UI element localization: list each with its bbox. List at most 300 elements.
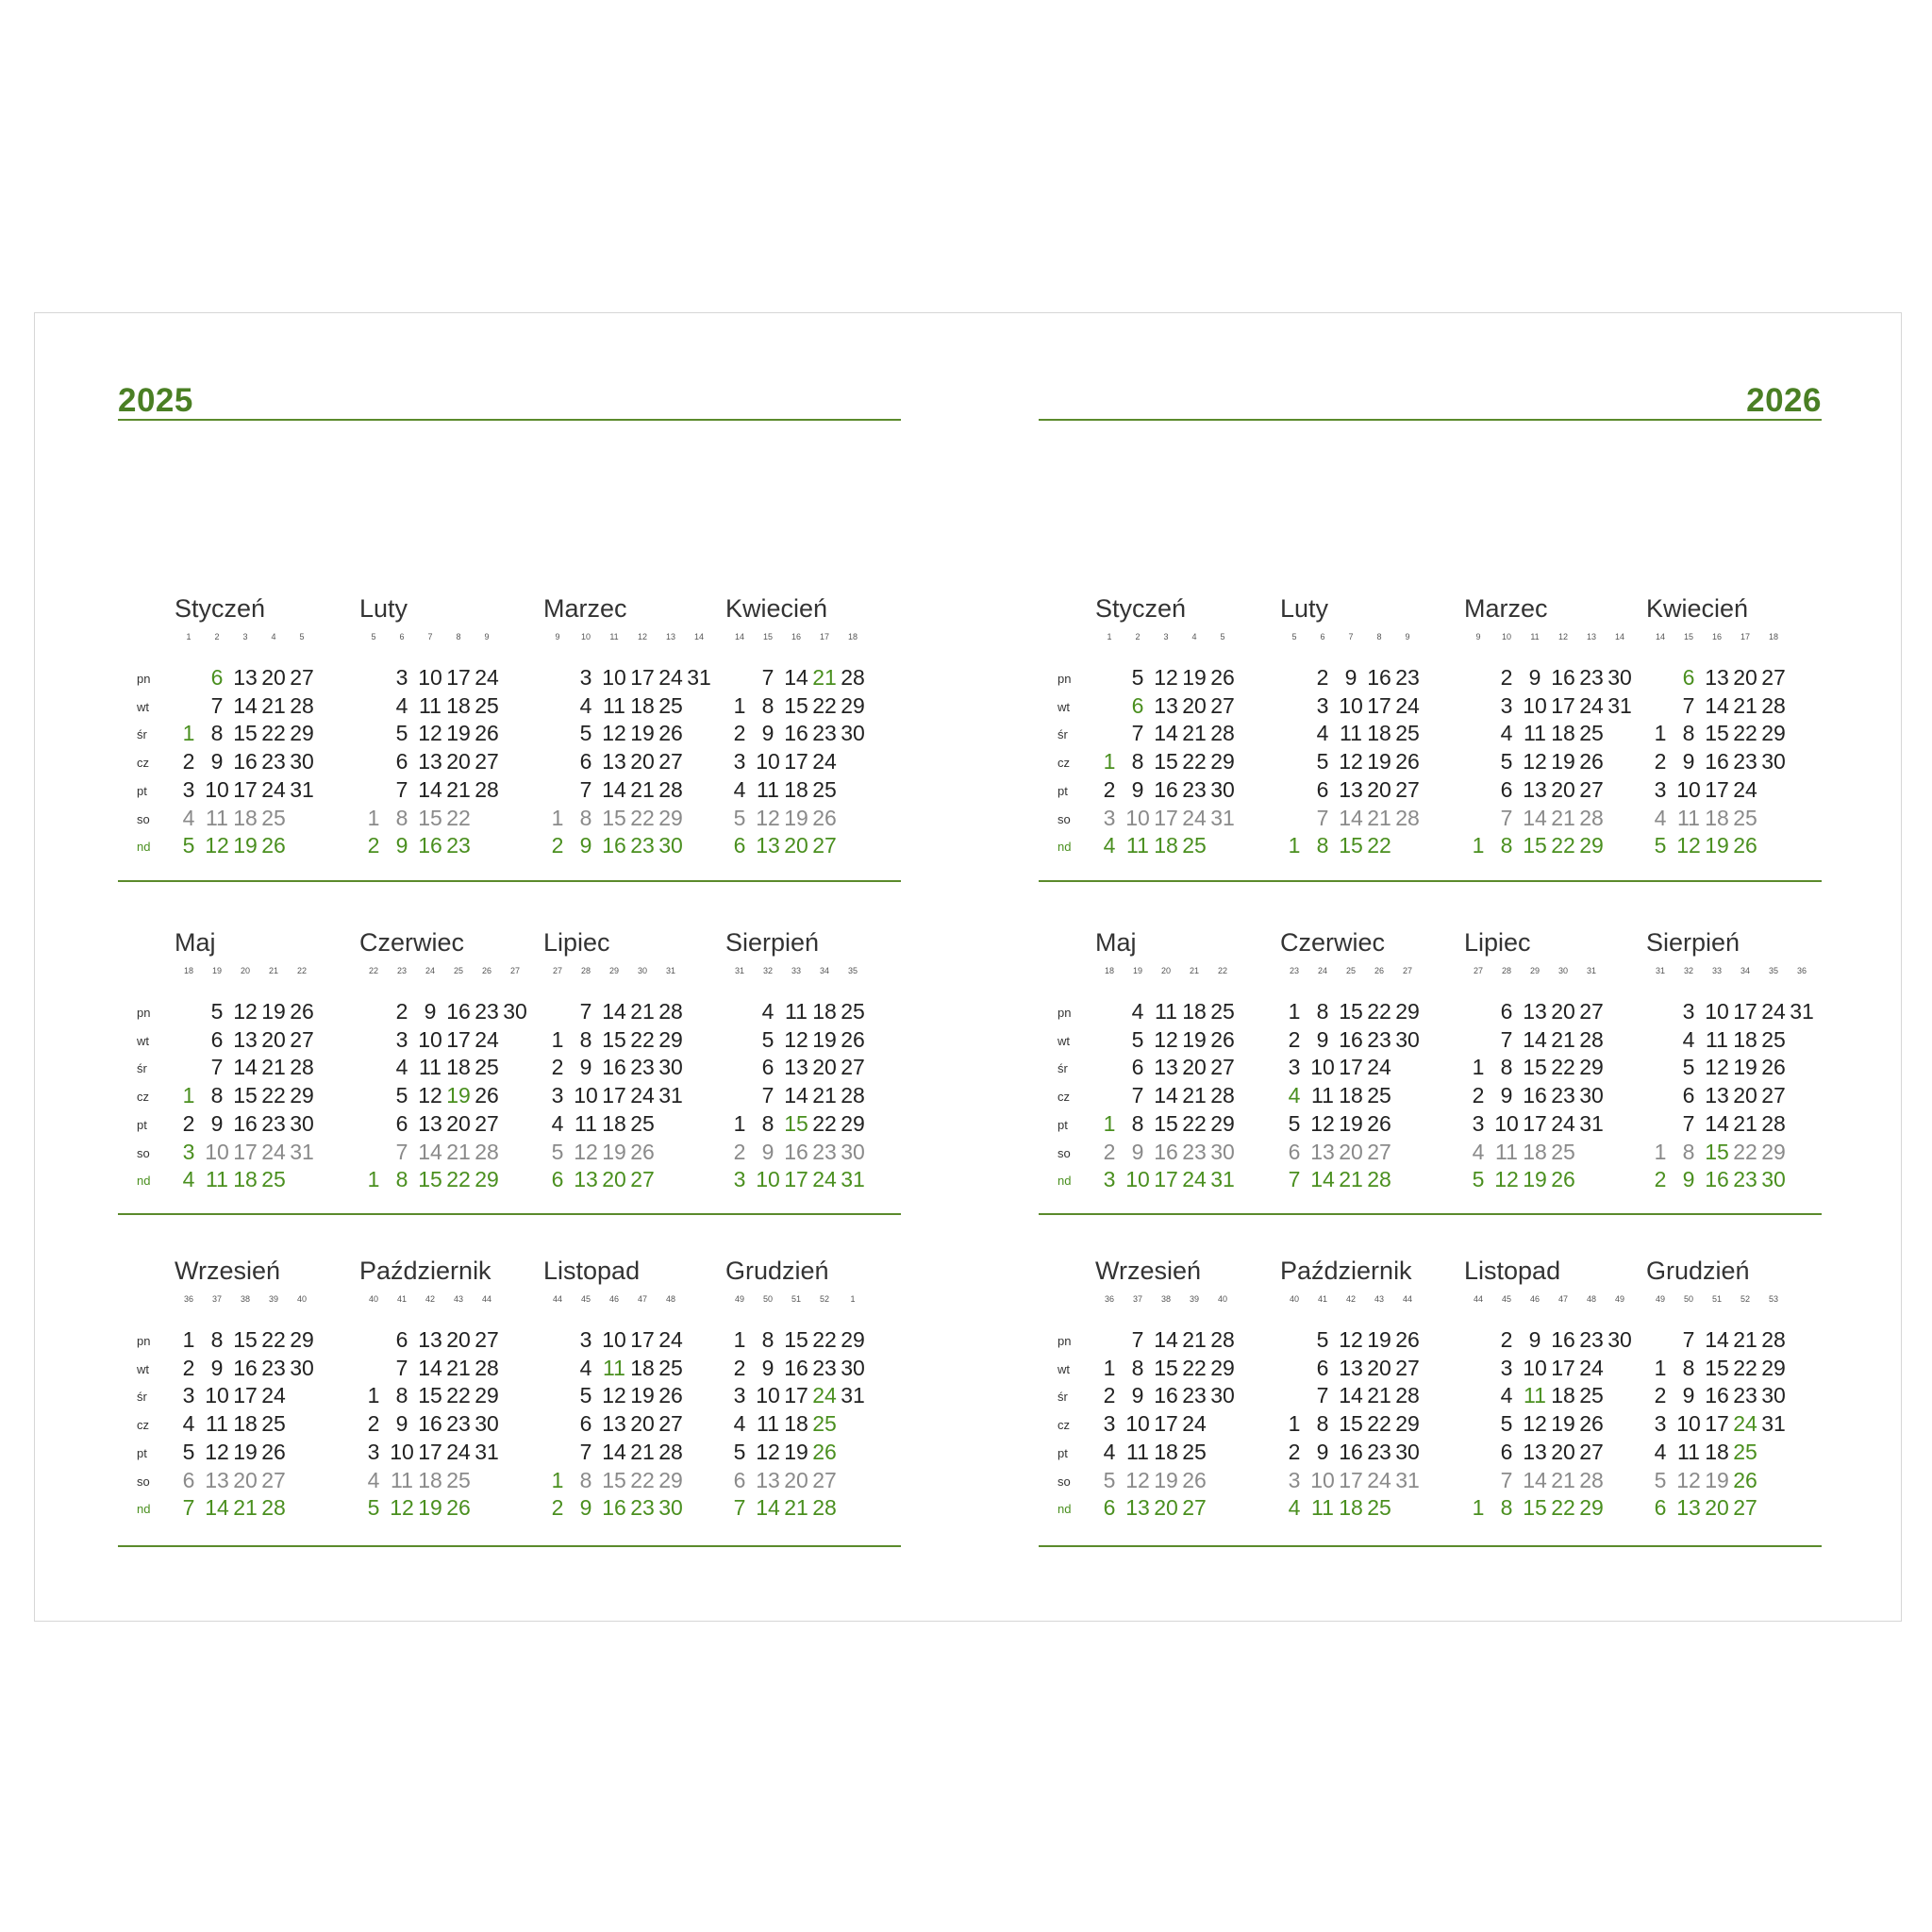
- weekday-label: wt: [1058, 1033, 1070, 1048]
- day-cell: 31: [1395, 1467, 1420, 1492]
- day-cell: 25: [261, 805, 286, 830]
- day-cell: 5: [1131, 1026, 1144, 1052]
- day-cell: 20: [784, 833, 808, 858]
- day-cell: 24: [1182, 1167, 1207, 1192]
- day-cell: 28: [1761, 1110, 1786, 1136]
- week-number: 9: [1475, 632, 1481, 641]
- day-cell: 12: [784, 1026, 808, 1052]
- day-cell: 9: [579, 1055, 592, 1080]
- day-cell: 13: [1676, 1495, 1701, 1521]
- day-cell: 15: [233, 1083, 258, 1108]
- day-cell: 18: [812, 999, 837, 1024]
- day-cell: 8: [1316, 833, 1329, 858]
- day-cell: 19: [784, 1439, 808, 1464]
- week-number: 49: [1655, 1294, 1665, 1304]
- day-cell: 20: [1551, 999, 1575, 1024]
- day-cell: 23: [630, 1055, 655, 1080]
- day-cell: 18: [784, 776, 808, 802]
- day-cell: 30: [1761, 1167, 1786, 1192]
- day-cell: 18: [1551, 721, 1575, 746]
- day-cell: 14: [205, 1495, 229, 1521]
- month-name: Październik: [1280, 1257, 1412, 1285]
- day-cell: 8: [1316, 1411, 1329, 1437]
- day-cell: 10: [756, 749, 780, 774]
- day-cell: 10: [574, 1083, 598, 1108]
- day-cell: 27: [475, 1327, 499, 1352]
- day-cell: 19: [1705, 833, 1729, 858]
- day-cell: 2: [551, 833, 564, 858]
- day-cell: 19: [630, 1383, 655, 1408]
- day-cell: 30: [658, 1495, 683, 1521]
- week-number: 12: [1557, 632, 1568, 641]
- day-cell: 14: [418, 1139, 442, 1164]
- day-cell: 30: [503, 999, 527, 1024]
- day-cell: 9: [579, 833, 592, 858]
- day-cell: 11: [1524, 1383, 1546, 1408]
- month-7: [1464, 928, 1649, 1192]
- day-cell: 12: [1523, 1411, 1547, 1437]
- day-cell: 19: [1367, 1327, 1391, 1352]
- day-cell: 25: [1182, 1439, 1207, 1464]
- week-number: 4: [1191, 632, 1197, 641]
- day-cell: 15: [418, 1167, 442, 1192]
- day-cell: 6: [551, 1167, 564, 1192]
- day-cell: 3: [733, 1167, 746, 1192]
- day-cell: 2: [733, 721, 746, 746]
- day-cell: 8: [1316, 999, 1329, 1024]
- weekday-label: wt: [137, 1033, 149, 1048]
- day-cell: 22: [1551, 1055, 1575, 1080]
- day-cell: 31: [658, 1083, 683, 1108]
- day-cell: 24: [475, 665, 499, 690]
- week-number: 27: [1473, 966, 1483, 975]
- weekday-label: so: [1058, 1474, 1071, 1489]
- day-cell: 22: [1733, 1355, 1757, 1380]
- month-12: [725, 1257, 910, 1521]
- week-number: 9: [484, 632, 490, 641]
- day-cell: 11: [206, 805, 228, 830]
- day-cell: 19: [446, 1083, 471, 1108]
- day-cell: 29: [841, 692, 865, 718]
- day-cell: 9: [1316, 1026, 1329, 1052]
- day-cell: 27: [1182, 1495, 1207, 1521]
- day-cell: 15: [1154, 1355, 1178, 1380]
- day-cell: 6: [1316, 776, 1329, 802]
- day-cell: 5: [733, 1439, 746, 1464]
- day-cell: 21: [446, 1139, 471, 1164]
- day-cell: 26: [658, 721, 683, 746]
- weekday-label: wt: [1058, 1361, 1070, 1376]
- day-cell: 28: [290, 692, 314, 718]
- week-number: 11: [609, 632, 619, 641]
- day-cell: 23: [812, 1355, 837, 1380]
- day-cell: 26: [1733, 833, 1757, 858]
- day-cell: 5: [1316, 1327, 1329, 1352]
- day-cell: 6: [1500, 999, 1513, 1024]
- day-cell: 9: [1682, 749, 1695, 774]
- day-cell: 7: [579, 776, 592, 802]
- day-cell: 22: [446, 805, 471, 830]
- week-number: 35: [847, 966, 858, 975]
- day-cell: 17: [446, 665, 471, 690]
- weekday-label: pn: [1058, 1334, 1072, 1348]
- month-name: Październik: [359, 1257, 491, 1285]
- day-cell: 9: [761, 1139, 774, 1164]
- weekday-label: nd: [137, 1174, 151, 1189]
- day-cell: 24: [1761, 999, 1786, 1024]
- day-cell: 8: [1500, 1495, 1513, 1521]
- day-cell: 26: [658, 1383, 683, 1408]
- day-cell: 7: [761, 665, 774, 690]
- day-cell: 3: [1500, 692, 1513, 718]
- day-cell: 7: [1288, 1167, 1301, 1192]
- day-cell: 1: [733, 692, 746, 718]
- day-cell: 26: [1579, 1411, 1604, 1437]
- day-cell: 21: [1733, 692, 1757, 718]
- day-cell: 14: [784, 665, 808, 690]
- week-number: 32: [762, 966, 773, 975]
- day-cell: 18: [1154, 833, 1178, 858]
- week-number: 5: [371, 632, 376, 641]
- day-cell: 25: [261, 1411, 286, 1437]
- day-cell: 23: [1182, 1139, 1207, 1164]
- day-cell: 3: [579, 1327, 592, 1352]
- day-cell: 13: [1523, 1439, 1547, 1464]
- day-cell: 14: [602, 999, 626, 1024]
- week-number: 42: [1345, 1294, 1356, 1304]
- day-cell: 26: [812, 1439, 837, 1464]
- day-cell: 27: [1579, 1439, 1604, 1464]
- day-cell: 24: [812, 1383, 837, 1408]
- day-cell: 2: [551, 1055, 564, 1080]
- weekday-label: pn: [137, 1006, 151, 1020]
- day-cell: 13: [756, 1467, 780, 1492]
- day-cell: 14: [1339, 805, 1363, 830]
- day-cell: 13: [418, 749, 442, 774]
- month-name: Styczeń: [175, 594, 266, 623]
- day-cell: 10: [1125, 1167, 1150, 1192]
- week-number: 26: [481, 966, 491, 975]
- day-cell: 25: [446, 1467, 471, 1492]
- day-cell: 21: [1367, 1383, 1391, 1408]
- day-cell: 23: [1733, 1383, 1757, 1408]
- day-cell: 23: [630, 1495, 655, 1521]
- weekday-label: pt: [1058, 1445, 1068, 1460]
- day-cell: 2: [1288, 1026, 1301, 1052]
- day-cell: 16: [602, 1495, 626, 1521]
- week-number: 38: [240, 1294, 250, 1304]
- week-number: 20: [240, 966, 250, 975]
- day-cell: 24: [630, 1083, 655, 1108]
- day-cell: 28: [1210, 721, 1235, 746]
- month-name: Czerwiec: [1280, 928, 1386, 957]
- divider-rule: [1039, 419, 1822, 421]
- day-cell: 14: [1154, 721, 1178, 746]
- day-cell: 7: [395, 776, 408, 802]
- day-cell: 20: [1367, 1355, 1391, 1380]
- day-cell: 9: [1131, 1139, 1144, 1164]
- week-number: 22: [1217, 966, 1227, 975]
- week-number: 22: [368, 966, 378, 975]
- day-cell: 18: [233, 1167, 258, 1192]
- day-cell: 9: [1682, 1167, 1695, 1192]
- day-cell: 1: [182, 721, 195, 746]
- day-cell: 27: [812, 833, 837, 858]
- day-cell: 23: [1551, 1083, 1575, 1108]
- week-number: 38: [1160, 1294, 1171, 1304]
- week-number: 21: [268, 966, 278, 975]
- day-cell: 22: [630, 1026, 655, 1052]
- day-cell: 12: [1676, 833, 1701, 858]
- month-name: Grudzień: [725, 1257, 829, 1285]
- day-cell: 3: [733, 1383, 746, 1408]
- day-cell: 15: [418, 805, 442, 830]
- day-cell: 22: [446, 1167, 471, 1192]
- day-cell: 4: [1131, 999, 1144, 1024]
- day-cell: 17: [1523, 1110, 1547, 1136]
- month-name: Marzec: [543, 594, 627, 623]
- week-number: 13: [1586, 632, 1596, 641]
- day-cell: 18: [1339, 1495, 1363, 1521]
- day-cell: 29: [475, 1167, 499, 1192]
- day-cell: 4: [182, 1411, 195, 1437]
- day-cell: 19: [446, 721, 471, 746]
- month-3: [543, 594, 728, 858]
- week-number: 50: [762, 1294, 773, 1304]
- week-number: 18: [1768, 632, 1778, 641]
- day-cell: 23: [446, 833, 471, 858]
- day-cell: 1: [367, 1167, 380, 1192]
- day-cell: 19: [602, 1139, 626, 1164]
- day-cell: 18: [1523, 1139, 1547, 1164]
- day-cell: 31: [1579, 1110, 1604, 1136]
- day-cell: 22: [1733, 721, 1757, 746]
- day-cell: 18: [1154, 1439, 1178, 1464]
- day-cell: 20: [261, 1026, 286, 1052]
- day-cell: 29: [658, 1467, 683, 1492]
- day-cell: 17: [1733, 999, 1757, 1024]
- day-cell: 9: [1528, 665, 1541, 690]
- day-cell: 23: [1182, 776, 1207, 802]
- day-cell: 17: [1551, 1355, 1575, 1380]
- week-number: 44: [1402, 1294, 1412, 1304]
- day-cell: 25: [475, 692, 499, 718]
- week-number: 24: [1317, 966, 1327, 975]
- week-number: 50: [1683, 1294, 1693, 1304]
- day-cell: 21: [1339, 1167, 1363, 1192]
- day-cell: 6: [1500, 776, 1513, 802]
- day-cell: 2: [1654, 1383, 1667, 1408]
- day-cell: 1: [367, 805, 380, 830]
- month-name: Luty: [359, 594, 408, 623]
- week-number: 37: [211, 1294, 222, 1304]
- week-number: 12: [637, 632, 647, 641]
- week-number: 2: [1135, 632, 1141, 641]
- day-cell: 7: [1316, 805, 1329, 830]
- day-cell: 2: [367, 1411, 380, 1437]
- day-cell: 21: [1733, 1110, 1757, 1136]
- day-cell: 15: [1339, 999, 1363, 1024]
- day-cell: 3: [182, 1383, 195, 1408]
- day-cell: 6: [1131, 692, 1144, 718]
- day-cell: 9: [1500, 1083, 1513, 1108]
- day-cell: 14: [756, 1495, 780, 1521]
- day-cell: 17: [1705, 1411, 1729, 1437]
- day-cell: 11: [757, 1411, 779, 1437]
- month-name: Maj: [175, 928, 216, 957]
- day-cell: 8: [210, 1083, 224, 1108]
- week-number: 5: [299, 632, 305, 641]
- day-cell: 19: [1733, 1055, 1757, 1080]
- day-cell: 10: [602, 1327, 626, 1352]
- day-cell: 22: [812, 1110, 837, 1136]
- day-cell: 30: [290, 1355, 314, 1380]
- day-cell: 21: [446, 776, 471, 802]
- day-cell: 15: [1339, 833, 1363, 858]
- day-cell: 13: [784, 1055, 808, 1080]
- weekday-label: cz: [137, 1418, 149, 1433]
- year-title: 2026: [1746, 382, 1822, 419]
- day-cell: 27: [290, 1026, 314, 1052]
- week-number: 49: [1614, 1294, 1624, 1304]
- day-cell: 4: [733, 776, 746, 802]
- day-cell: 20: [1182, 1055, 1207, 1080]
- day-cell: 8: [1682, 1355, 1695, 1380]
- weekday-label: pn: [1058, 1006, 1072, 1020]
- week-number: 41: [1317, 1294, 1327, 1304]
- day-cell: 19: [812, 1026, 837, 1052]
- day-cell: 3: [551, 1083, 564, 1108]
- day-cell: 31: [1210, 1167, 1235, 1192]
- week-number: 10: [580, 632, 591, 641]
- weekday-label: śr: [137, 727, 147, 742]
- week-number: 13: [665, 632, 675, 641]
- day-cell: 2: [733, 1139, 746, 1164]
- day-cell: 7: [733, 1495, 746, 1521]
- day-cell: 20: [261, 665, 286, 690]
- day-cell: 24: [1182, 1411, 1207, 1437]
- day-cell: 10: [1339, 692, 1363, 718]
- day-cell: 25: [812, 776, 837, 802]
- day-cell: 29: [841, 1327, 865, 1352]
- day-cell: 7: [761, 1083, 774, 1108]
- week-number: 15: [1683, 632, 1693, 641]
- month-1: [175, 594, 359, 858]
- day-cell: 4: [1500, 721, 1513, 746]
- day-cell: 4: [1103, 833, 1116, 858]
- day-cell: 7: [182, 1495, 195, 1521]
- day-cell: 27: [475, 749, 499, 774]
- day-cell: 11: [1677, 805, 1700, 830]
- day-cell: 4: [1288, 1083, 1301, 1108]
- day-cell: 26: [1579, 749, 1604, 774]
- day-cell: 25: [658, 692, 683, 718]
- day-cell: 12: [1154, 1026, 1178, 1052]
- day-cell: 21: [1733, 1327, 1757, 1352]
- day-cell: 29: [1579, 1055, 1604, 1080]
- day-cell: 28: [1579, 1467, 1604, 1492]
- day-cell: 3: [1103, 1167, 1116, 1192]
- month-10: [1280, 1257, 1465, 1521]
- day-cell: 25: [1579, 1383, 1604, 1408]
- day-cell: 9: [1131, 776, 1144, 802]
- day-cell: 12: [1310, 1110, 1335, 1136]
- week-number: 44: [481, 1294, 491, 1304]
- day-cell: 22: [1182, 749, 1207, 774]
- day-cell: 18: [630, 692, 655, 718]
- day-cell: 22: [630, 1467, 655, 1492]
- day-cell: 19: [784, 805, 808, 830]
- day-cell: 3: [1316, 692, 1329, 718]
- day-cell: 13: [602, 749, 626, 774]
- week-number: 43: [1374, 1294, 1384, 1304]
- week-number: 8: [1376, 632, 1382, 641]
- day-cell: 20: [812, 1055, 837, 1080]
- day-cell: 17: [602, 1083, 626, 1108]
- week-number: 1: [1107, 632, 1112, 641]
- day-cell: 1: [182, 1327, 195, 1352]
- day-cell: 13: [1154, 1055, 1178, 1080]
- day-cell: 26: [1551, 1167, 1575, 1192]
- day-cell: 19: [1182, 665, 1207, 690]
- day-cell: 16: [1154, 776, 1178, 802]
- day-cell: 5: [182, 1439, 195, 1464]
- month-name: Maj: [1095, 928, 1137, 957]
- day-cell: 22: [261, 721, 286, 746]
- day-cell: 1: [1472, 1495, 1485, 1521]
- day-cell: 9: [1528, 1327, 1541, 1352]
- day-cell: 5: [1131, 665, 1144, 690]
- day-cell: 12: [1676, 1467, 1701, 1492]
- day-cell: 12: [1125, 1467, 1150, 1492]
- week-number: 48: [1586, 1294, 1596, 1304]
- day-cell: 29: [475, 1383, 499, 1408]
- day-cell: 16: [1339, 1439, 1363, 1464]
- day-cell: 20: [1154, 1495, 1178, 1521]
- day-cell: 10: [602, 665, 626, 690]
- day-cell: 6: [733, 1467, 746, 1492]
- day-cell: 10: [1494, 1110, 1519, 1136]
- month-9: [1095, 1257, 1280, 1521]
- day-cell: 22: [446, 1383, 471, 1408]
- day-cell: 23: [1182, 1383, 1207, 1408]
- day-cell: 17: [630, 665, 655, 690]
- divider-rule: [1039, 1213, 1822, 1215]
- day-cell: 18: [1551, 1383, 1575, 1408]
- day-cell: 22: [812, 1327, 837, 1352]
- day-cell: 24: [261, 1383, 286, 1408]
- day-cell: 23: [1733, 1167, 1757, 1192]
- day-cell: 11: [603, 1355, 625, 1380]
- day-cell: 9: [210, 749, 224, 774]
- day-cell: 29: [1395, 1411, 1420, 1437]
- day-cell: 22: [1551, 1495, 1575, 1521]
- day-cell: 2: [733, 1355, 746, 1380]
- day-cell: 23: [446, 1411, 471, 1437]
- day-cell: 17: [1339, 1055, 1363, 1080]
- day-cell: 5: [1103, 1467, 1116, 1492]
- weekday-label: śr: [137, 1390, 147, 1405]
- day-cell: 13: [1705, 665, 1729, 690]
- day-cell: 19: [233, 1439, 258, 1464]
- day-cell: 28: [841, 665, 865, 690]
- day-cell: 11: [206, 1411, 228, 1437]
- day-cell: 31: [1761, 1411, 1786, 1437]
- week-number: 1: [850, 1294, 856, 1304]
- day-cell: 16: [1154, 1383, 1178, 1408]
- weekday-label: cz: [1058, 756, 1070, 771]
- week-number: 51: [1711, 1294, 1722, 1304]
